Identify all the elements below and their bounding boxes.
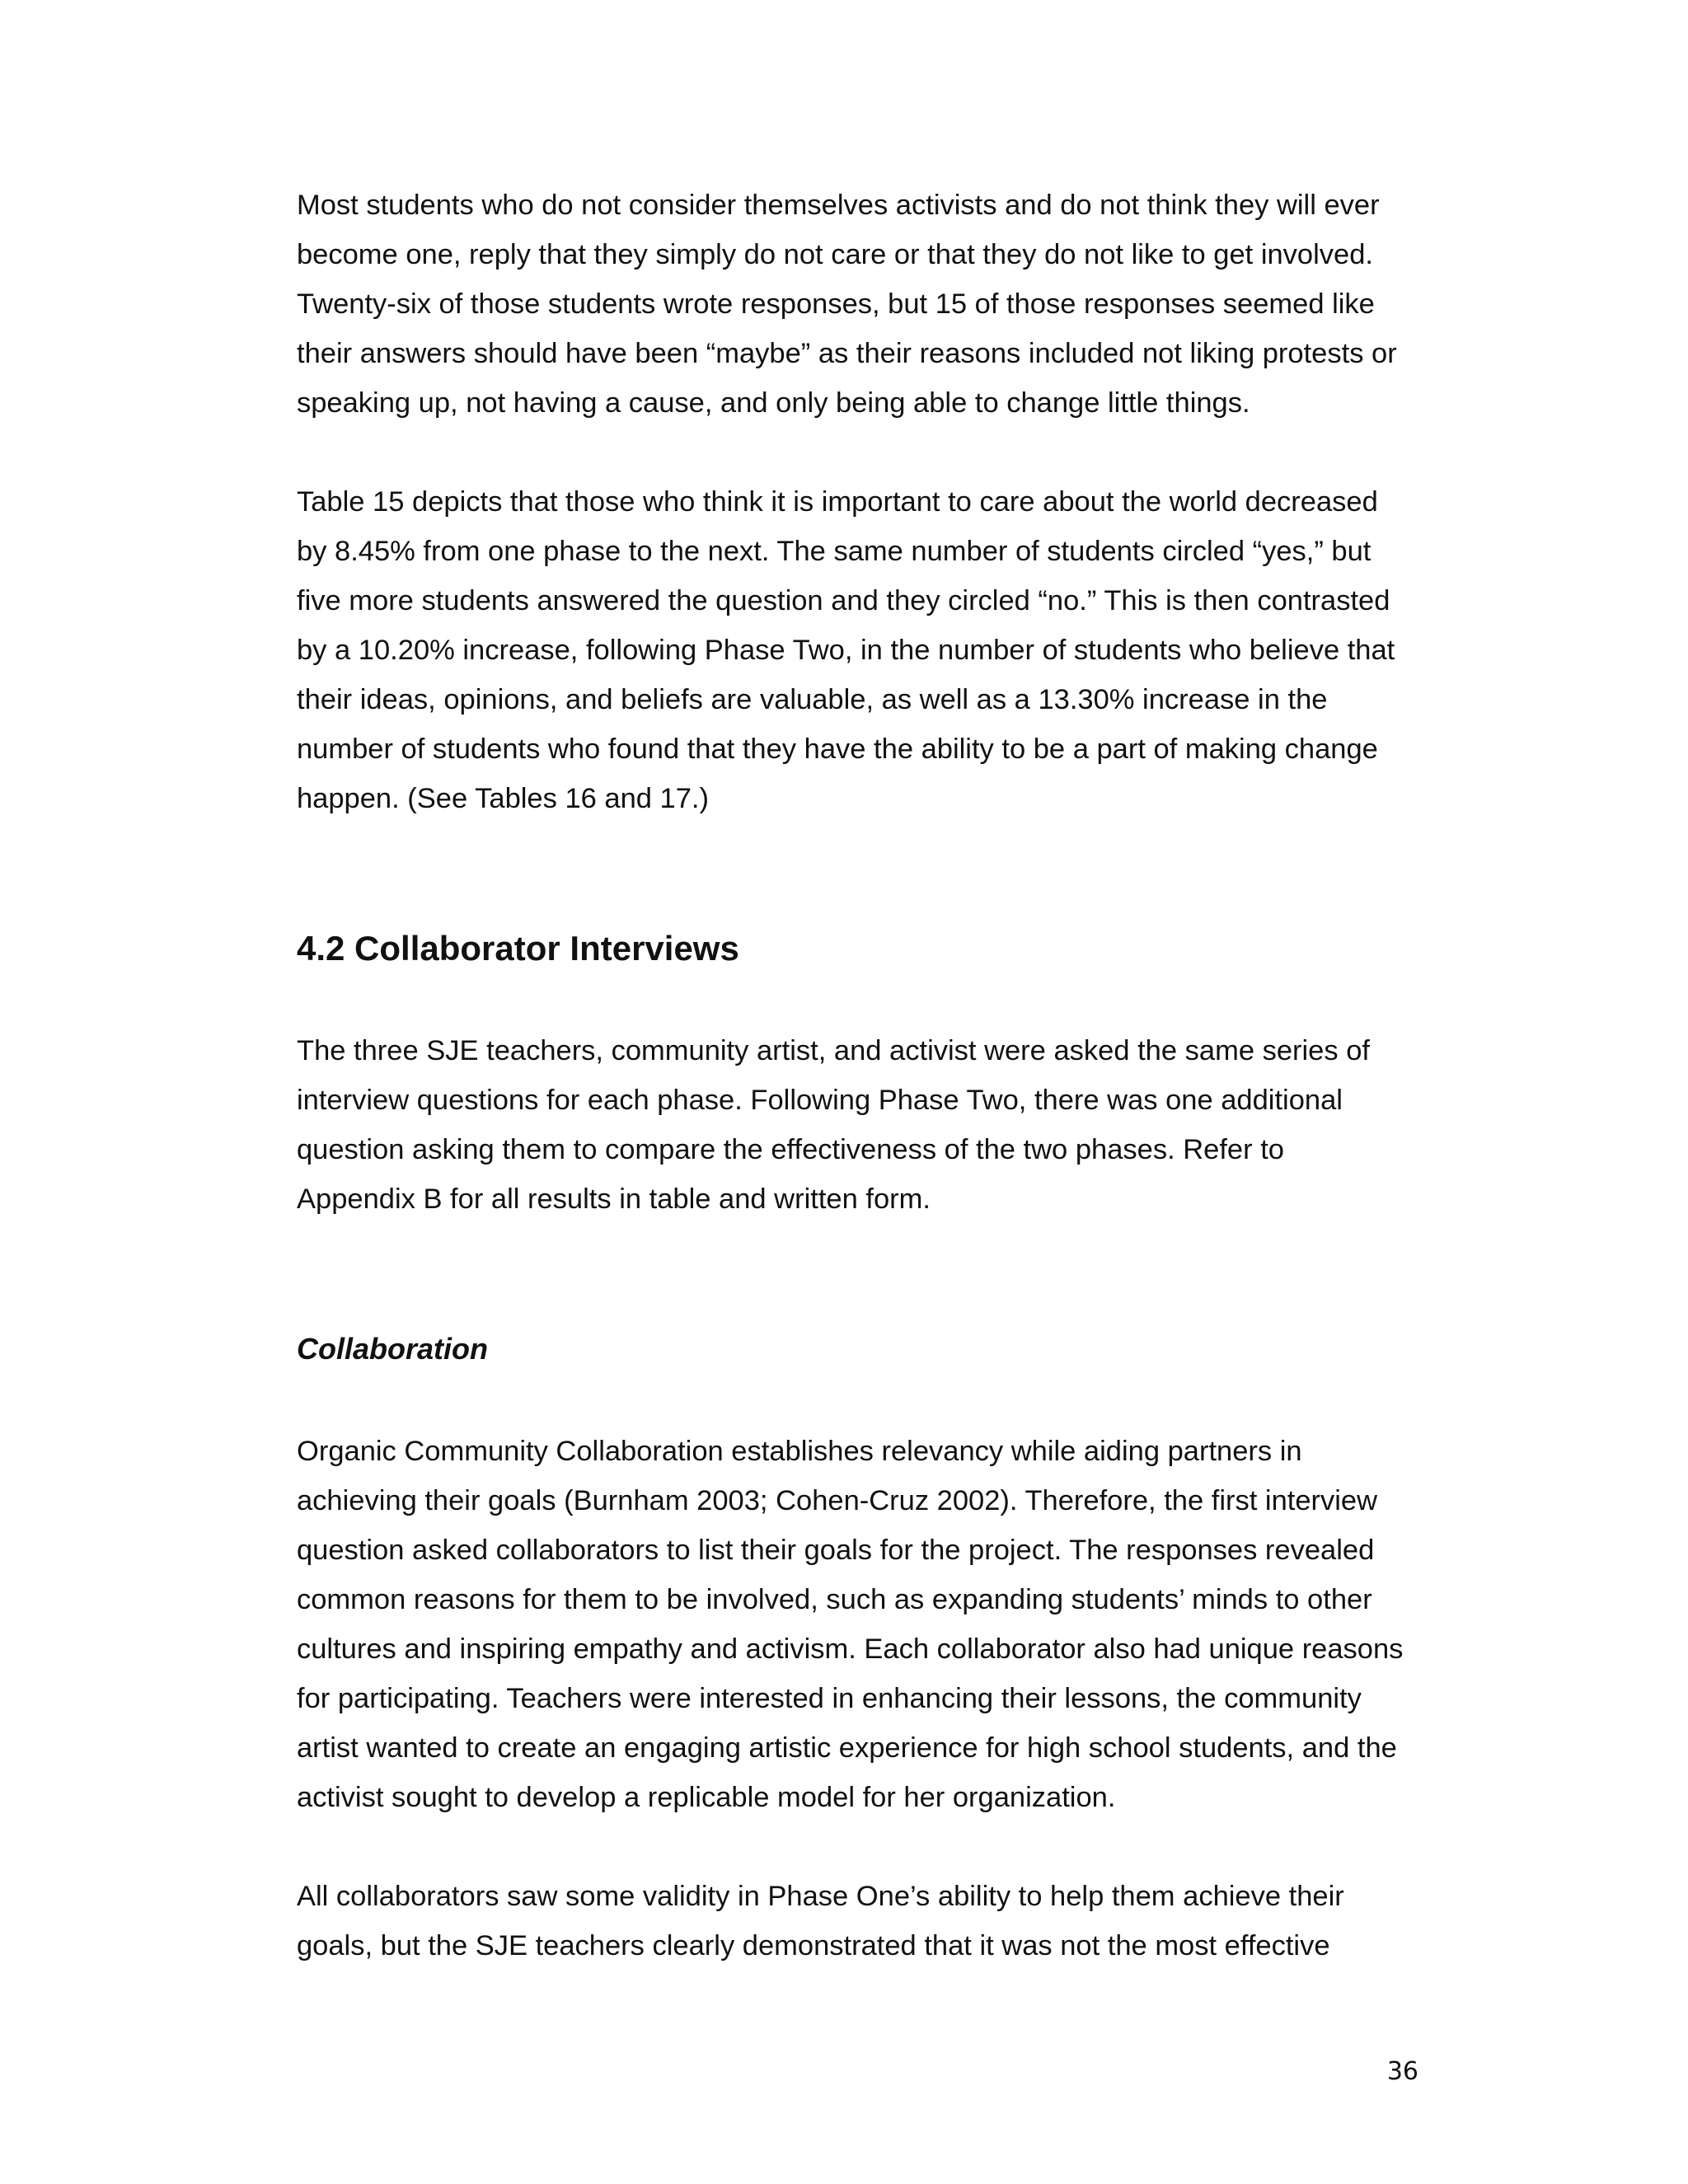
paragraph-table-15-summary: Table 15 depicts that those who think it is important to care about the world decreased by 8.45% from one phase to the next. The same number of students circled “yes,” but five more students answered the question and they circled “no.” This is then contrasted by a 10.20% increase, following Phase Two, in the number of students who believe that their ideas, opinions, and beliefs are valuable, as well as a 13.30% increase in the number of students who found that they have the ability to be a part of making change happen. (See Tables 16 and 17.) [297,486,1395,814]
paragraph-collaboration-goals: Organic Community Collaboration establishes relevancy while aiding partners in achieving their goals (Burnham 2003; Cohen-Cruz 2002). Therefore, the first interview question asked collaborators to list their goals for the project. The responses revealed common reasons for them to be involved, such as expanding students’ minds to other cultures and inspiring empathy and activism. Each collaborator also had unique reasons for participating. Teachers were interested in enhancing their lessons, the community artist wanted to create an engaging artistic experience for high school students, and the activist sought to develop a replicable model for her organization. [297,1436,1404,1813]
paragraph-interviews-intro: The three SJE teachers, community artist, and activist were asked the same series of interview questions for each phase. Following Phase Two, there was one additional question asking them to compare the effectiveness of the two phases. Refer to Appendix B for all results in table and written form. [297,1035,1370,1215]
paragraph-phase-one-validity: All collaborators saw some validity in Phase One’s ability to help them achieve their goals, but the SJE teachers clearly demonstrated that it was not the most effective [297,1881,1344,1961]
paragraph-activist-reasons: Most students who do not consider themselves activists and do not think they will ever become one, reply that they simply do not care or that they do not like to get involved. Twenty-six of those students wrote responses, but 15 of those responses seemed like their answers should have been “maybe” as their reasons included not liking protests or speaking up, not having a cause, and only being able to change little things. [297,190,1397,419]
section-heading: 4.2 Collaborator Interviews [297,929,739,968]
page-number: 36 [1386,2057,1418,2086]
page-body [297,180,1405,1971]
subsection-heading: Collaboration [297,1332,488,1366]
